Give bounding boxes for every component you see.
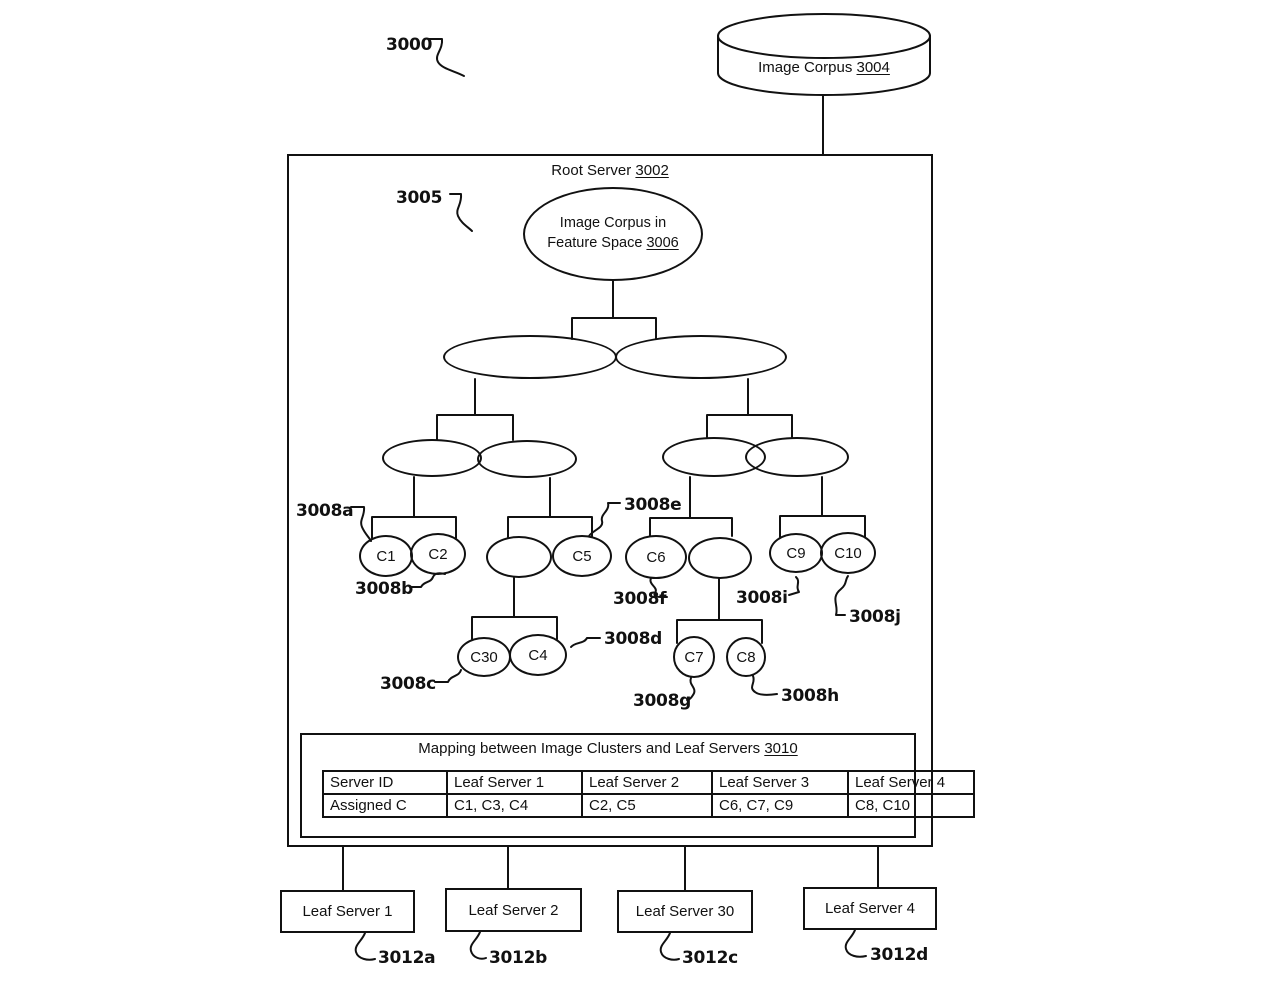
leaf-server-2-box: [445, 888, 582, 932]
leaf-server-2-label: Leaf Server 2: [468, 901, 559, 919]
ref-3012a: 3012a: [378, 948, 436, 968]
corpus-label-text: Image Corpus: [758, 59, 853, 76]
cluster-ellipse-l1-left: [443, 335, 617, 379]
cluster-c9: [769, 533, 823, 573]
cluster-c9-label: C9: [786, 544, 806, 562]
cell-assign-ls3: C6, C7, C9: [712, 794, 848, 817]
mapping-ref: 3010: [764, 740, 798, 757]
ref-3012c: 3012c: [682, 948, 738, 968]
ref-3008c: 3008c: [380, 674, 436, 694]
corpus-ref: 3004: [856, 59, 890, 76]
cluster-c10: [820, 532, 876, 574]
cluster-c7: [673, 636, 715, 678]
cluster-unlabeled-left: [486, 536, 552, 578]
leaf-server-1-label: Leaf Server 1: [302, 903, 393, 920]
cluster-c6-label: C6: [646, 548, 666, 566]
cluster-c1-label: C1: [376, 547, 396, 565]
cluster-ellipse-l2-2: [477, 440, 577, 478]
root-server-label-text: Root Server: [551, 162, 632, 179]
cluster-c2-label: C2: [428, 545, 448, 563]
cluster-c2: [410, 533, 466, 575]
cell-assigned-c: Assigned C: [323, 794, 447, 817]
table-assignment-row: [323, 794, 974, 817]
leaf-server-30-label: Leaf Server 30: [635, 903, 735, 920]
ref-3008g: 3008g: [633, 691, 691, 711]
ref-3005: 3005: [396, 188, 443, 208]
ref-3008a: 3008a: [296, 501, 354, 521]
col-leaf-server-2: Leaf Server 2: [582, 771, 712, 794]
ref-3008d: 3008d: [604, 629, 662, 649]
cluster-c8-label: C8: [736, 648, 756, 666]
cluster-c4: [509, 634, 567, 676]
feature-space-ref: 3006: [646, 235, 679, 251]
feature-space-line1: Image Corpus in: [559, 215, 667, 232]
leaf-server-4-box: [803, 887, 937, 930]
mapping-title-text: Mapping between Image Clusters and Leaf Servers: [418, 740, 761, 757]
cluster-ellipse-l2-4: [745, 437, 849, 477]
cell-assign-ls2: C2, C5: [582, 794, 712, 817]
ref-3008b: 3008b: [355, 579, 413, 599]
cluster-c5: [552, 535, 612, 577]
cluster-c5-label: C5: [572, 547, 592, 565]
table-header-row: [323, 771, 974, 794]
ref-3008j: 3008j: [849, 607, 901, 627]
cluster-c6: [625, 535, 687, 579]
leader-3012a: [356, 933, 375, 960]
cluster-c8: [726, 637, 766, 677]
leader-3012b: [471, 932, 486, 959]
ref-3008h: 3008h: [781, 686, 839, 706]
cluster-ellipse-l2-1: [382, 439, 482, 477]
ref-3012d: 3012d: [870, 945, 928, 965]
feature-space-ellipse: [523, 187, 703, 281]
mapping-title: [310, 740, 906, 757]
ref-3000: 3000: [386, 35, 433, 55]
cell-assign-ls1: C1, C3, C4: [447, 794, 582, 817]
ref-3012b: 3012b: [489, 948, 547, 968]
col-server-id: Server ID: [323, 771, 447, 794]
cluster-unlabeled-right: [688, 537, 752, 579]
cluster-c4-label: C4: [528, 646, 548, 664]
col-leaf-server-4: Leaf Server 4: [848, 771, 974, 794]
cluster-c1: [359, 535, 413, 577]
ref-3008f: 3008f: [613, 589, 667, 609]
cluster-c30: [457, 637, 511, 677]
col-leaf-server-3: Leaf Server 3: [712, 771, 848, 794]
root-server-title: [460, 162, 760, 179]
mapping-table: [322, 770, 975, 818]
ref-3008i: 3008i: [736, 588, 788, 608]
leader-3012d: [846, 930, 866, 957]
feature-space-line2: Feature Space: [547, 235, 643, 251]
cluster-c30-label: C30: [470, 648, 498, 666]
cluster-ellipse-l1-right: [615, 335, 787, 379]
leaf-server-30-box: [617, 890, 753, 933]
cluster-c10-label: C10: [834, 544, 862, 562]
cell-assign-ls4: C8, C10: [848, 794, 974, 817]
feature-space-text: [547, 214, 678, 253]
root-server-ref: 3002: [635, 162, 669, 179]
ref-3008e: 3008e: [624, 495, 682, 515]
col-leaf-server-1: Leaf Server 1: [447, 771, 582, 794]
leaf-server-1-box: [280, 890, 415, 933]
corpus-db-label: [718, 59, 930, 76]
corpus-cylinder-top: [718, 14, 930, 58]
cluster-c7-label: C7: [684, 648, 704, 666]
leaf-server-4-label: Leaf Server 4: [824, 900, 916, 917]
leader-3012c: [661, 933, 679, 960]
leader-3000: [429, 39, 464, 76]
